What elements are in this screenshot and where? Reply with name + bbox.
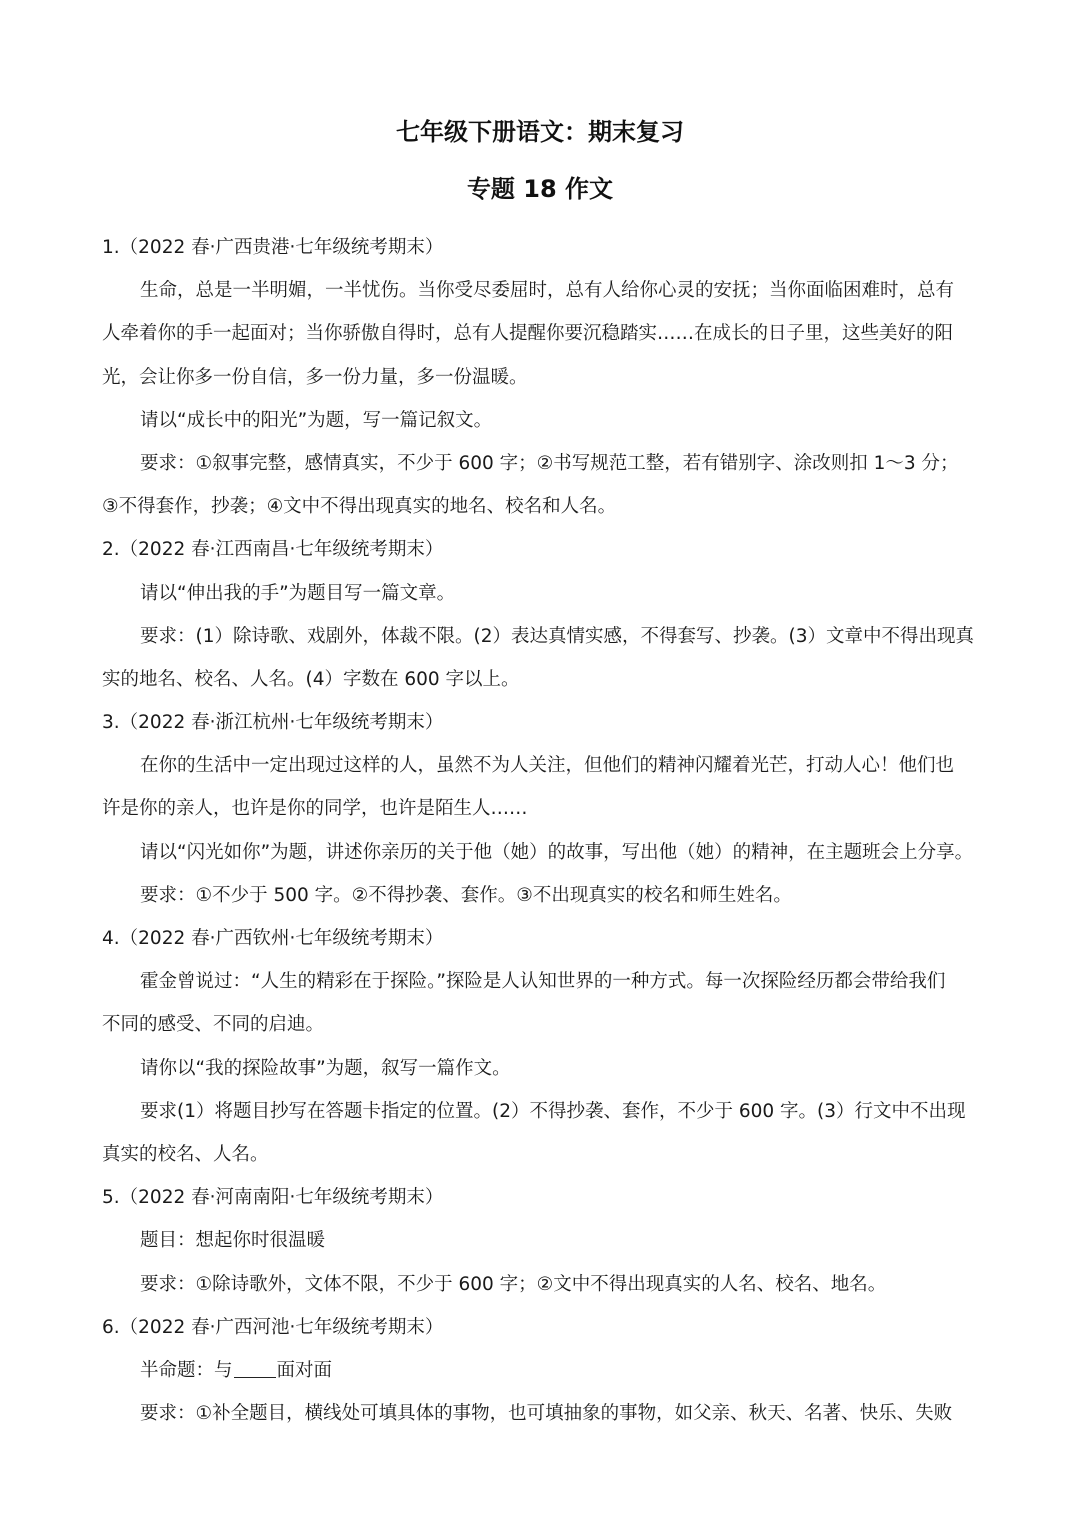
question-5-source: 5.（2022 春·河南南阳·七年级统考期末） <box>102 1187 444 1209</box>
question-5-line: 要求：①除诗歌外，文体不限，不少于 600 字；②文中不得出现真实的人名、校名、地名。 <box>140 1273 887 1295</box>
question-6-source: 6.（2022 春·广西河池·七年级统考期末） <box>102 1316 444 1338</box>
question-1-line: ③不得套作，抄袭；④文中不得出现真实的地名、校名和人名。 <box>102 496 617 518</box>
page-title: 七年级下册语文：期末复习 <box>396 118 684 146</box>
question-3-line: 请以“闪光如你”为题，讲述你亲历的关于他（她）的故事，写出他（她）的精神，在主题班会上分享。 <box>140 841 974 863</box>
question-4-line: 要求(1）将题目抄写在答题卡指定的位置。(2）不得抄袭、套作，不少于 600 字。(3）行文中不出现 <box>140 1100 966 1122</box>
question-2-line: 实的地名、校名、人名。(4）字数在 600 字以上。 <box>102 668 520 690</box>
title-prefix: 半命题：与 <box>140 1359 233 1381</box>
question-3-line: 许是你的亲人，也许是你的同学，也许是陌生人…… <box>102 798 528 820</box>
question-6-line: 要求：①补全题目，横线处可填具体的事物，也可填抽象的事物，如父亲、秋天、名著、快乐、失败 <box>140 1403 953 1425</box>
question-1-line: 请以“成长中的阳光”为题，写一篇记叙文。 <box>140 409 493 431</box>
question-1-line: 生命，总是一半明媚，一半忧伤。当你受尽委屈时，总有人给你心灵的安抚；当你面临困难时，总有 <box>140 280 955 302</box>
question-4-line: 请你以“我的探险故事”为题，叙写一篇作文。 <box>140 1057 511 1079</box>
question-4-line: 不同的感受、不同的启迪。 <box>102 1014 325 1036</box>
question-2-source: 2.（2022 春·江西南昌·七年级统考期末） <box>102 539 444 561</box>
question-4-line: 霍金曾说过：“人生的精彩在于探险。”探险是人认知世界的一种方式。每一次探险经历都会带给我们 <box>140 971 946 993</box>
question-1-line: 要求：①叙事完整，感情真实，不少于 600 字；②书写规范工整，若有错别字、涂改则扣 1～3 分； <box>140 452 959 474</box>
question-1-line: 人牵着你的手一起面对；当你骄傲自得时，总有人提醒你要沉稳踏实……在成长的日子里，这些美好的阳 <box>102 323 954 345</box>
fill-blank-line <box>234 1359 276 1378</box>
question-3-source: 3.（2022 春·浙江杭州·七年级统考期末） <box>102 712 444 734</box>
questions-content <box>102 226 978 1435</box>
title-suffix: 面对面 <box>276 1359 333 1381</box>
question-4-line: 真实的校名、人名。 <box>102 1143 269 1165</box>
question-3-line: 要求：①不少于 500 字。②不得抄袭、套作。③不出现真实的校名和师生姓名。 <box>140 884 792 906</box>
question-3-line: 在你的生活中一定出现过这样的人，虽然不为人关注，但他们的精神闪耀着光芒，打动人心！他们也 <box>140 755 955 777</box>
question-5-line: 题目：想起你时很温暖 <box>140 1230 326 1252</box>
question-2-line: 请以“伸出我的手”为题目写一篇文章。 <box>140 582 456 604</box>
question-1-line: 光，会让你多一份自信，多一份力量，多一份温暖。 <box>102 366 528 388</box>
question-1-source: 1.（2022 春·广西贵港·七年级统考期末） <box>102 237 444 258</box>
question-6-title-line <box>102 1349 978 1392</box>
page-subtitle: 专题 18 作文 <box>466 175 614 203</box>
question-4-source: 4.（2022 春·广西钦州·七年级统考期末） <box>102 928 444 949</box>
question-2-line: 要求：(1）除诗歌、戏剧外，体裁不限。(2）表达真情实感，不得套写、抄袭。(3）文章中不得出现真 <box>140 625 974 647</box>
